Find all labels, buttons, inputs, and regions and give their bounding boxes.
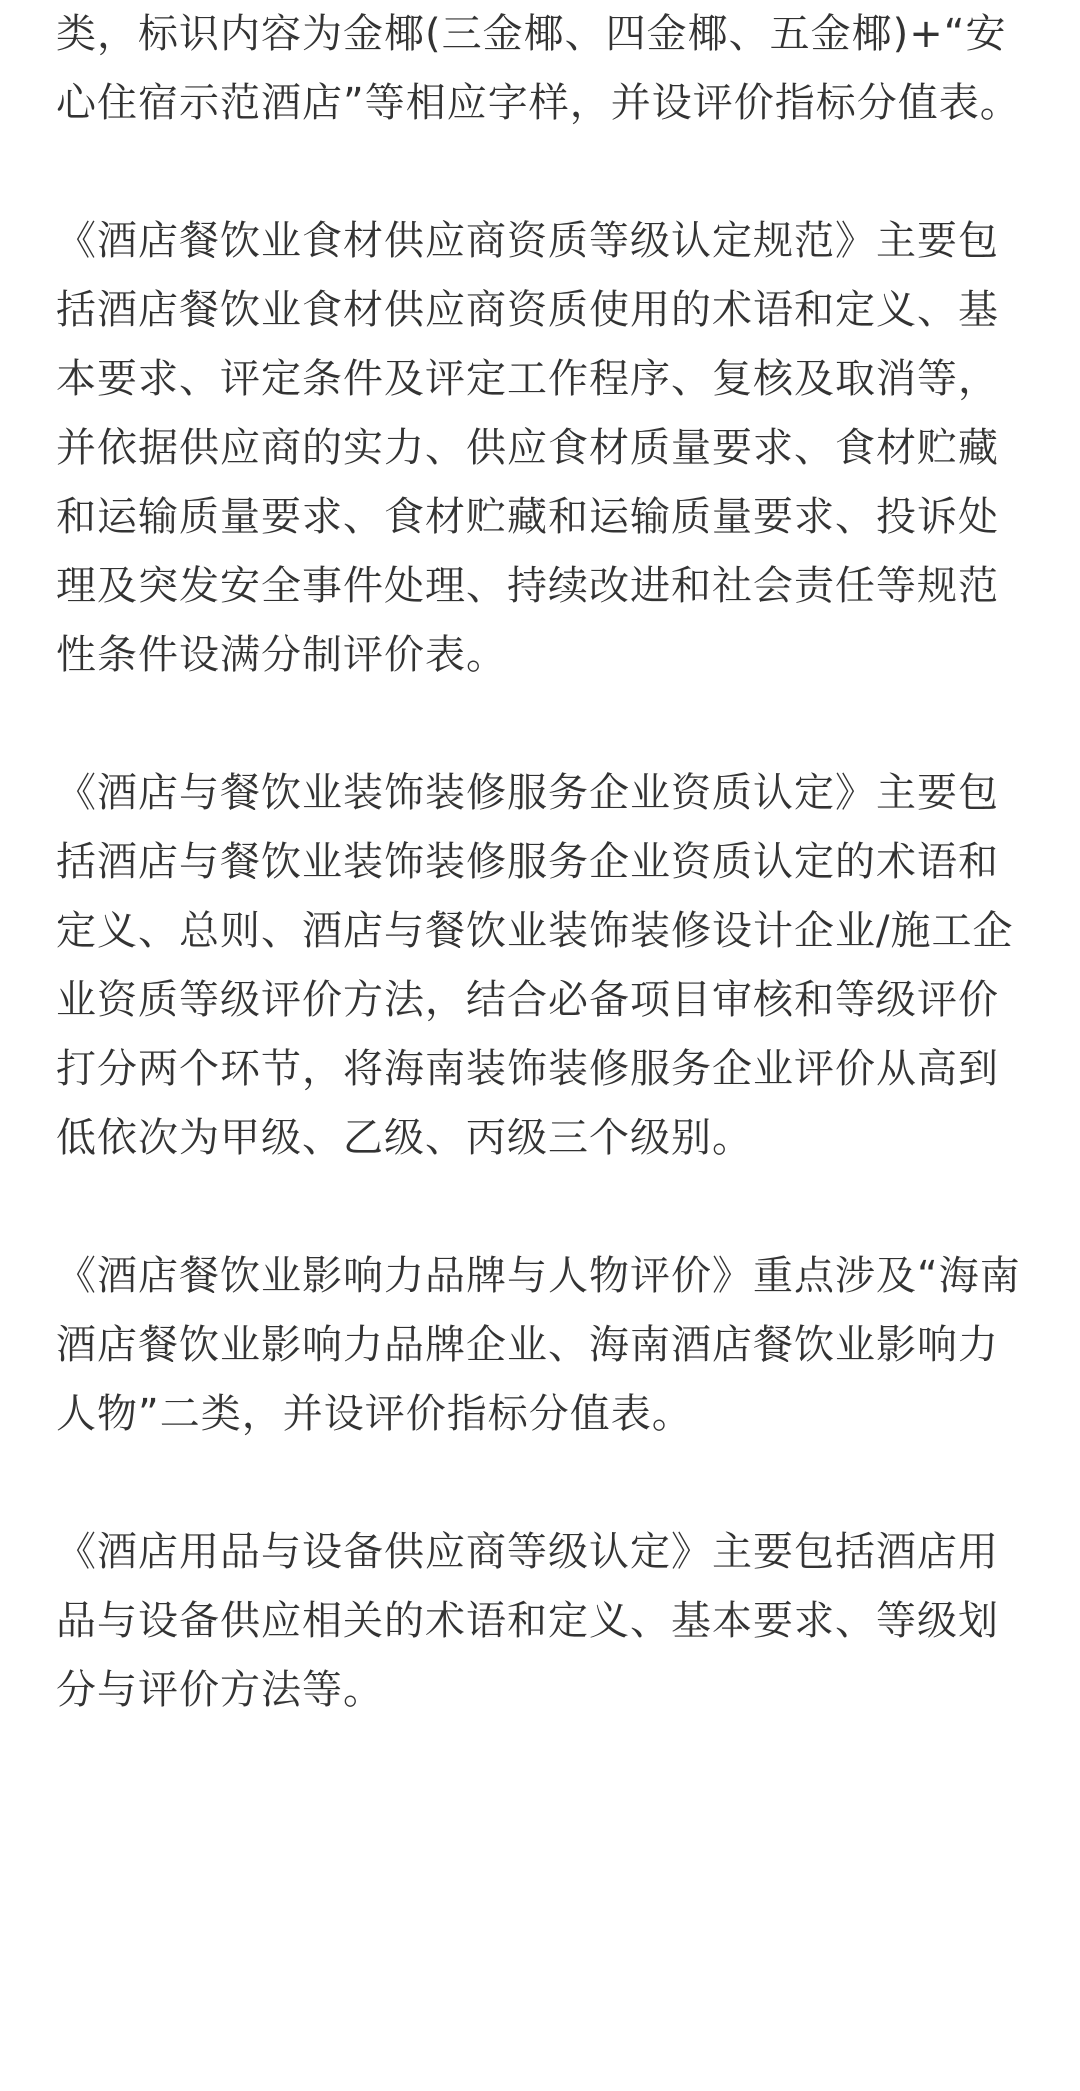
paragraph-influence-brand-evaluation: 《酒店餐饮业影响力品牌与人物评价》重点涉及“海南酒店餐饮业影响力品牌企业、海南酒店餐饮业影响力人物”二类，并设评价指标分值表。 bbox=[56, 1253, 1021, 1437]
article-body bbox=[56, 0, 1036, 1725]
paragraph-decoration-service-qualification: 《酒店与餐饮业装饰装修服务企业资质认定》主要包括酒店与餐饮业装饰装修服务企业资质认定的术语和定义、总则、酒店与餐饮业装饰装修设计企业/施工企业资质等级评价方法，结合必备项目审核和等级评价打分两个环节，将海南装饰装修服务企业评价从高到低依次为甲级、乙级、丙级三个级别。 bbox=[56, 770, 1014, 1161]
paragraph-food-supplier-standard: 《酒店餐饮业食材供应商资质等级认定规范》主要包括酒店餐饮业食材供应商资质使用的术语和定义、基本要求、评定条件及评定工作程序、复核及取消等，并依据供应商的实力、供应食材质量要求、食材贮藏和运输质量要求、食材贮藏和运输质量要求、投诉处理及突发安全事件处理、持续改进和社会责任等规范性条件设满分制评价表。 bbox=[56, 218, 999, 678]
paragraph-equipment-supplier-rating: 《酒店用品与设备供应商等级认定》主要包括酒店用品与设备供应相关的术语和定义、基本要求、等级划分与评价方法等。 bbox=[56, 1529, 999, 1713]
paragraph-hotel-safety-rating: 类，标识内容为金椰(三金椰、四金椰、五金椰)+“安心住宿示范酒店”等相应字样，并设评价指标分值表。 bbox=[56, 11, 1021, 126]
